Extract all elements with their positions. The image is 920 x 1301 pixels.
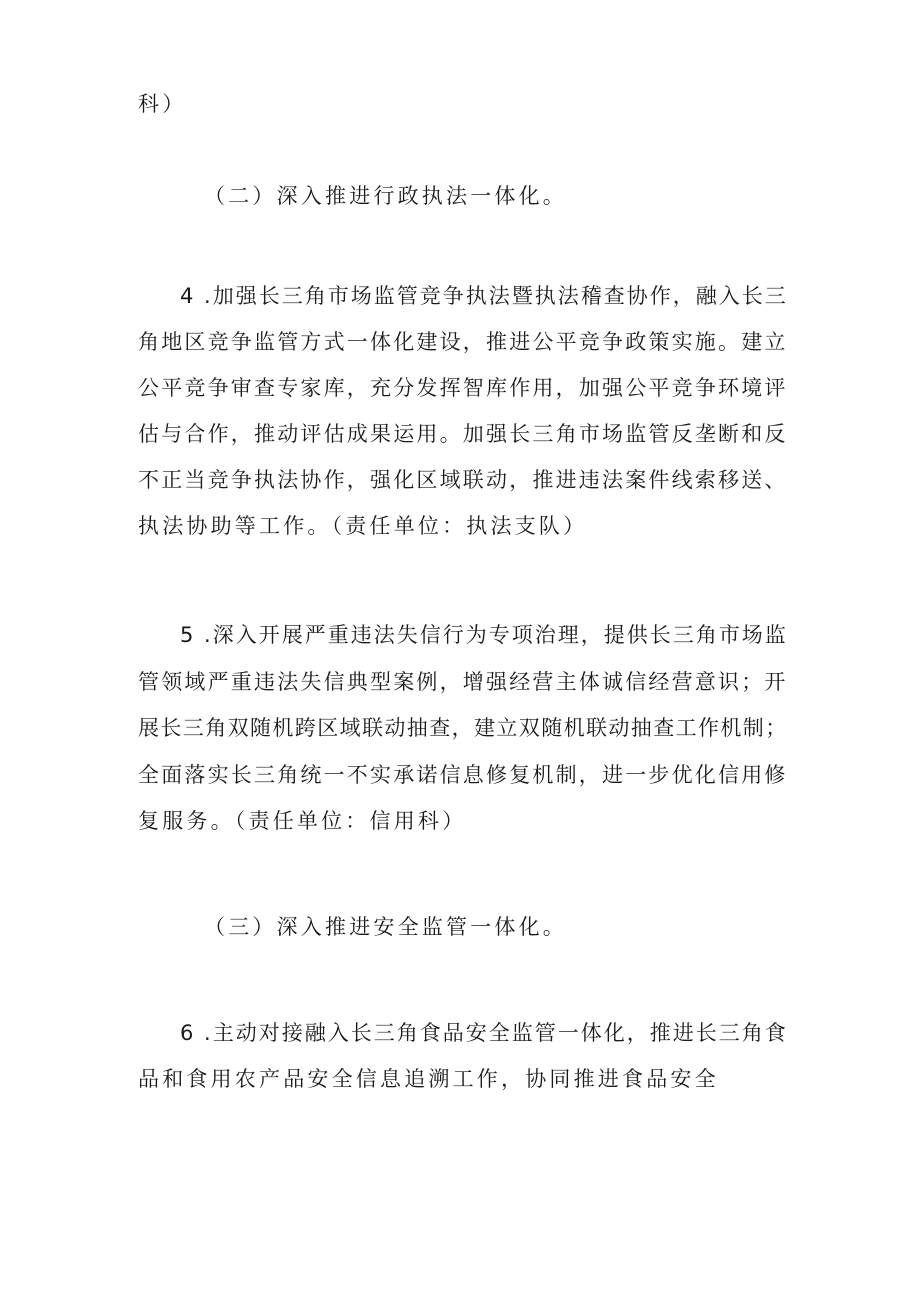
item-5-line-4: 全面落实长三角统一不实承诺信息修复机制，进一步优化信用修 xyxy=(138,763,788,787)
item-4-line-6: 执法协助等工作。（责任单位：执法支队） xyxy=(138,514,588,538)
continuation-text: 科） xyxy=(138,92,187,116)
section-heading-3: （三）深入推进安全监管一体化。 xyxy=(204,915,567,939)
item-4-line-2: 角地区竞争监管方式一体化建设，推进公平竞争政策实施。建立 xyxy=(138,330,788,354)
item-5-line-2: 管领域严重违法失信典型案例，增强经营主体诚信经营意识；开 xyxy=(138,670,788,694)
item-4-line-1: 4 .加强长三角市场监管竞争执法暨执法稽查协作，融入长三 xyxy=(180,284,788,308)
item-5-line-5: 复服务。（责任单位：信用科） xyxy=(138,809,467,833)
item-4-line-5: 不正当竞争执法协作，强化区域联动，推进违法案件线索移送、 xyxy=(138,468,788,492)
section-heading-2: （二）深入推进行政执法一体化。 xyxy=(204,184,567,208)
item-6-line-2: 品和食用农产品安全信息追溯工作，协同推进食品安全 xyxy=(138,1067,719,1091)
item-5-line-3: 展长三角双随机跨区域联动抽查，建立双随机联动抽查工作机制； xyxy=(138,716,788,740)
item-6-line-1: 6 .主动对接融入长三角食品安全监管一体化，推进长三角食 xyxy=(180,1021,788,1045)
item-5-line-1: 5 .深入开展严重违法失信行为专项治理，提供长三角市场监 xyxy=(180,623,788,647)
item-4-line-4: 估与合作，推动评估成果运用。加强长三角市场监管反垄断和反 xyxy=(138,422,788,446)
item-4-line-3: 公平竞争审查专家库，充分发挥智库作用，加强公平竞争环境评 xyxy=(138,376,788,400)
